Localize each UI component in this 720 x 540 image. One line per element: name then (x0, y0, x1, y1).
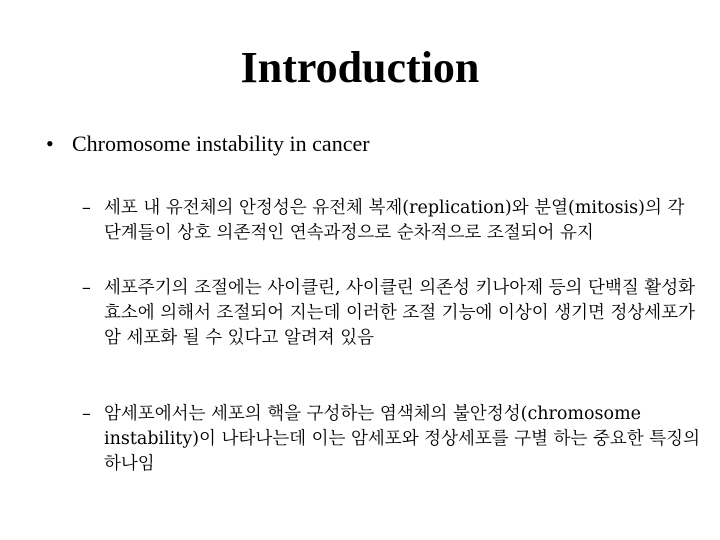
slide-title: Introduction (240, 43, 480, 92)
subbullet-marker: – (82, 198, 91, 218)
subbullet-text: 세포 내 유전체의 안정성은 유전체 복제(replication)와 분열(mitosis)의 각 단계들이 상호 의존적인 연속과정으로 순차적으로 조절되어 유지 (104, 198, 685, 243)
subbullet-marker: – (82, 278, 91, 298)
subbullet-item (82, 402, 702, 477)
subbullet-text: 세포주기의 조절에는 사이클린, 사이클린 의존성 키나아제 등의 단백질 활성화 효소에 의해서 조절되어 지는데 이러한 조절 기능에 이상이 생기면 정상세포가 암 세포화 될 수 있다고 알려져 있음 (104, 278, 696, 348)
subbullet-item (82, 196, 702, 246)
bullet-item (46, 130, 700, 158)
subbullet-marker: – (82, 404, 91, 424)
subbullet-item (82, 276, 702, 351)
subbullet-text: 암세포에서는 세포의 핵을 구성하는 염색체의 불안정성(chromosome instability)이 나타나는데 이는 암세포와 정상세포를 구별 하는 중요한 특징의 하나임 (104, 404, 700, 474)
bullet-marker: • (46, 131, 54, 156)
bullet-text: Chromosome instability in cancer (72, 131, 370, 156)
